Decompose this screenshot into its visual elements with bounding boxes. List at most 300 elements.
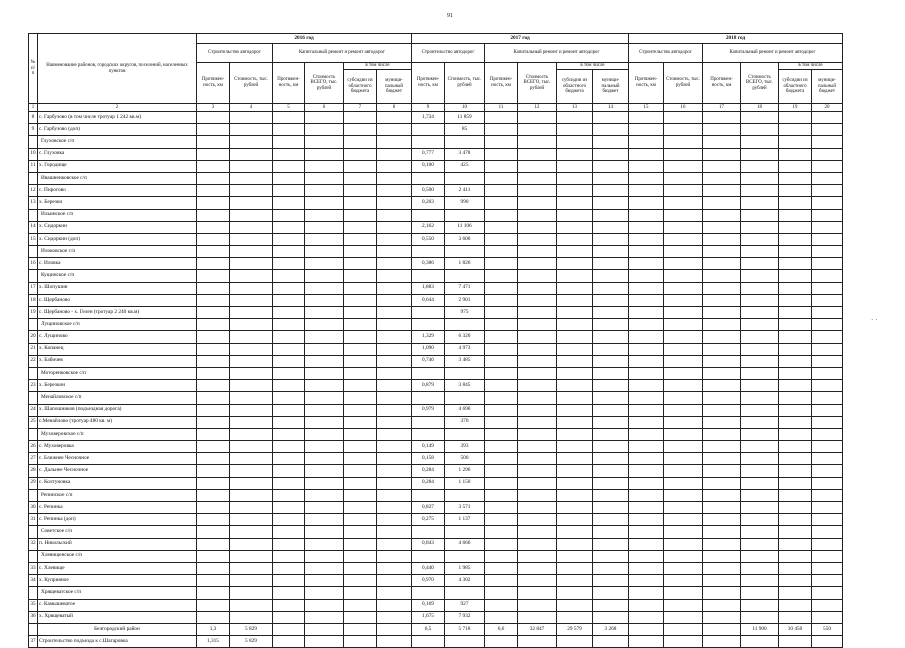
value-cell xyxy=(518,343,557,355)
value-cell xyxy=(377,172,412,184)
value-cell xyxy=(629,550,664,562)
value-cell: 1,734 xyxy=(412,112,445,124)
locality-name: с. Пирогово xyxy=(38,185,197,197)
value-cell xyxy=(812,416,843,428)
table-row xyxy=(29,599,843,611)
locality-name: с. Гарбузово (доп) xyxy=(38,124,197,136)
value-cell xyxy=(445,209,485,221)
value-cell xyxy=(812,441,843,453)
value-cell xyxy=(741,160,779,172)
value-cell xyxy=(557,380,593,392)
locality-name: с. Гарбузово (в том числе тротуар 1 242 кв.м) xyxy=(38,112,197,124)
value-cell xyxy=(629,185,664,197)
value-cell xyxy=(518,355,557,367)
value-cell xyxy=(412,392,445,404)
header-year-2016: 2016 год xyxy=(197,34,412,44)
value-cell xyxy=(273,233,305,245)
value-cell xyxy=(518,246,557,258)
value-cell xyxy=(485,331,518,343)
value-cell xyxy=(812,185,843,197)
value-cell xyxy=(273,477,305,489)
value-cell xyxy=(593,428,629,440)
value-cell xyxy=(273,416,305,428)
locality-name: х. Копанец xyxy=(38,343,197,355)
section-row xyxy=(29,209,843,221)
value-cell xyxy=(197,599,230,611)
value-cell xyxy=(518,502,557,514)
value-cell xyxy=(485,441,518,453)
value-cell xyxy=(629,148,664,160)
settlement-name: Менайловское с/п xyxy=(38,392,197,404)
value-cell xyxy=(664,221,703,233)
section-row xyxy=(29,136,843,148)
value-cell xyxy=(273,319,305,331)
value-cell xyxy=(664,331,703,343)
value-cell xyxy=(344,282,377,294)
value-cell: 500 xyxy=(445,453,485,465)
value-cell xyxy=(344,611,377,623)
value-cell: 6,5 xyxy=(412,623,445,635)
value-cell xyxy=(377,124,412,136)
value-cell xyxy=(812,550,843,562)
value-cell: 0,284 xyxy=(412,477,445,489)
column-number: 6 xyxy=(305,104,344,112)
value-cell xyxy=(703,611,741,623)
header-repair-2018: Капитальный ремонт и ремонт автодорог xyxy=(703,44,843,63)
value-cell xyxy=(485,380,518,392)
value-cell xyxy=(445,136,485,148)
value-cell xyxy=(344,514,377,526)
locality-name: х. Шапошников (подъездная дорога) xyxy=(38,404,197,416)
value-cell xyxy=(741,319,779,331)
value-cell xyxy=(273,380,305,392)
value-cell xyxy=(230,270,273,282)
value-cell: 1 137 xyxy=(445,514,485,526)
value-cell xyxy=(593,550,629,562)
value-cell xyxy=(305,636,344,648)
settlement-name: Репинское с/п xyxy=(38,489,197,501)
row-number: 24 xyxy=(29,404,38,416)
row-number: 28 xyxy=(29,465,38,477)
value-cell xyxy=(557,160,593,172)
value-cell: 2 901 xyxy=(445,294,485,306)
value-cell xyxy=(779,270,812,282)
locality-name: х. Городище xyxy=(38,160,197,172)
value-cell xyxy=(593,575,629,587)
value-cell xyxy=(230,587,273,599)
value-cell xyxy=(703,392,741,404)
value-cell xyxy=(273,160,305,172)
table-row xyxy=(29,343,843,355)
value-cell xyxy=(779,294,812,306)
table-row xyxy=(29,611,843,623)
column-number: 17 xyxy=(703,104,741,112)
value-cell xyxy=(779,611,812,623)
value-cell xyxy=(779,343,812,355)
value-cell xyxy=(593,465,629,477)
value-cell xyxy=(197,526,230,538)
value-cell xyxy=(593,197,629,209)
column-number: 13 xyxy=(557,104,593,112)
value-cell xyxy=(197,197,230,209)
table-row xyxy=(29,636,843,648)
value-cell xyxy=(377,307,412,319)
value-cell xyxy=(230,465,273,477)
value-cell xyxy=(344,465,377,477)
value-cell xyxy=(741,331,779,343)
header-no: № п/п xyxy=(29,34,38,104)
value-cell xyxy=(485,465,518,477)
value-cell xyxy=(485,636,518,648)
value-cell xyxy=(377,477,412,489)
locality-name: Белгородский район xyxy=(38,623,197,635)
column-number: 8 xyxy=(377,104,412,112)
value-cell xyxy=(703,575,741,587)
value-cell: 0,746 xyxy=(412,355,445,367)
value-cell xyxy=(812,380,843,392)
value-cell xyxy=(377,221,412,233)
value-cell xyxy=(629,514,664,526)
value-cell xyxy=(779,575,812,587)
value-cell xyxy=(557,392,593,404)
value-cell xyxy=(779,124,812,136)
value-cell xyxy=(273,489,305,501)
value-cell xyxy=(629,294,664,306)
value-cell xyxy=(703,136,741,148)
value-cell xyxy=(741,477,779,489)
value-cell xyxy=(593,392,629,404)
value-cell xyxy=(812,160,843,172)
value-cell xyxy=(593,514,629,526)
value-cell xyxy=(197,160,230,172)
value-cell xyxy=(741,416,779,428)
value-cell xyxy=(485,502,518,514)
value-cell xyxy=(557,465,593,477)
value-cell xyxy=(557,124,593,136)
value-cell xyxy=(703,636,741,648)
value-cell xyxy=(741,270,779,282)
value-cell xyxy=(812,246,843,258)
value-cell xyxy=(664,124,703,136)
value-cell: 0,777 xyxy=(412,148,445,160)
value-cell xyxy=(664,599,703,611)
value-cell xyxy=(779,197,812,209)
value-cell xyxy=(629,562,664,574)
value-cell xyxy=(197,611,230,623)
value-cell xyxy=(197,404,230,416)
table-row xyxy=(29,148,843,160)
value-cell xyxy=(629,172,664,184)
value-cell xyxy=(664,209,703,221)
value-cell xyxy=(197,221,230,233)
value-cell xyxy=(812,148,843,160)
value-cell xyxy=(197,538,230,550)
value-cell xyxy=(664,550,703,562)
settlement-name: Ивашненковское с/п xyxy=(38,172,197,184)
value-cell xyxy=(557,270,593,282)
value-cell xyxy=(664,441,703,453)
value-cell xyxy=(485,185,518,197)
value-cell xyxy=(629,197,664,209)
value-cell xyxy=(664,136,703,148)
value-cell xyxy=(377,319,412,331)
value-cell xyxy=(377,550,412,562)
header-construction-2016: Строительство автодорог xyxy=(197,44,273,63)
value-cell xyxy=(273,172,305,184)
value-cell xyxy=(703,331,741,343)
value-cell: 370 xyxy=(445,416,485,428)
table-row xyxy=(29,404,843,416)
header-cost-total: Стоимость ВСЕГО, тыс. рублей xyxy=(741,63,779,104)
table-row xyxy=(29,562,843,574)
value-cell xyxy=(273,623,305,635)
value-cell xyxy=(344,258,377,270)
value-cell xyxy=(344,160,377,172)
value-cell xyxy=(230,221,273,233)
value-cell: 0,879 xyxy=(412,380,445,392)
value-cell xyxy=(344,599,377,611)
value-cell xyxy=(741,587,779,599)
value-cell xyxy=(518,575,557,587)
value-cell xyxy=(518,172,557,184)
value-cell xyxy=(230,136,273,148)
header-length: Протяжен-ность, км xyxy=(703,63,741,104)
value-cell xyxy=(485,197,518,209)
value-cell xyxy=(703,441,741,453)
section-row xyxy=(29,246,843,258)
value-cell xyxy=(485,587,518,599)
value-cell xyxy=(518,404,557,416)
value-cell xyxy=(629,611,664,623)
value-cell xyxy=(593,185,629,197)
value-cell xyxy=(812,526,843,538)
value-cell xyxy=(593,477,629,489)
value-cell xyxy=(629,575,664,587)
value-cell xyxy=(377,270,412,282)
value-cell xyxy=(812,367,843,379)
value-cell xyxy=(305,562,344,574)
row-number xyxy=(29,526,38,538)
value-cell xyxy=(445,636,485,648)
header-cost: Стоимость, тыс. рублей xyxy=(664,63,703,104)
value-cell xyxy=(557,112,593,124)
value-cell xyxy=(518,453,557,465)
row-number xyxy=(29,172,38,184)
value-cell: 29 579 xyxy=(557,623,593,635)
value-cell xyxy=(664,246,703,258)
value-cell xyxy=(812,307,843,319)
header-construction-2018: Строительство автодорог xyxy=(629,44,703,63)
column-number: 18 xyxy=(741,104,779,112)
value-cell: 3 268 xyxy=(593,623,629,635)
value-cell xyxy=(518,270,557,282)
row-number xyxy=(29,587,38,599)
settlement-name: Лущиновское с/п xyxy=(38,319,197,331)
value-cell xyxy=(305,112,344,124)
value-cell xyxy=(230,538,273,550)
value-cell xyxy=(741,611,779,623)
value-cell xyxy=(377,246,412,258)
value-cell xyxy=(593,636,629,648)
section-row xyxy=(29,270,843,282)
value-cell xyxy=(664,404,703,416)
row-number: 14 xyxy=(29,221,38,233)
value-cell: 393 xyxy=(445,441,485,453)
value-cell xyxy=(197,148,230,160)
value-cell xyxy=(344,636,377,648)
value-cell xyxy=(812,124,843,136)
value-cell xyxy=(779,636,812,648)
value-cell xyxy=(741,209,779,221)
value-cell xyxy=(593,355,629,367)
value-cell xyxy=(485,599,518,611)
value-cell: 6,6 xyxy=(485,623,518,635)
value-cell xyxy=(593,246,629,258)
value-cell xyxy=(344,148,377,160)
value-cell xyxy=(629,599,664,611)
value-cell xyxy=(230,526,273,538)
value-cell xyxy=(703,124,741,136)
value-cell xyxy=(779,380,812,392)
row-number xyxy=(29,136,38,148)
value-cell: 0,386 xyxy=(412,258,445,270)
value-cell xyxy=(344,587,377,599)
value-cell xyxy=(197,514,230,526)
header-cost-total: Стоимость ВСЕГО, тыс. рублей xyxy=(305,63,344,104)
value-cell xyxy=(377,538,412,550)
value-cell xyxy=(703,197,741,209)
value-cell xyxy=(377,611,412,623)
row-number: 12 xyxy=(29,185,38,197)
column-number: 16 xyxy=(664,104,703,112)
value-cell xyxy=(664,526,703,538)
locality-name: с. Глуховка xyxy=(38,148,197,160)
value-cell: 0,284 xyxy=(412,465,445,477)
locality-name: х. Бабичев xyxy=(38,355,197,367)
value-cell xyxy=(593,453,629,465)
value-cell xyxy=(344,197,377,209)
value-cell: 550 xyxy=(812,623,843,635)
value-cell xyxy=(664,489,703,501)
value-cell xyxy=(557,221,593,233)
value-cell: 11 859 xyxy=(445,112,485,124)
value-cell xyxy=(344,233,377,245)
value-cell xyxy=(593,489,629,501)
value-cell: 1 150 xyxy=(445,477,485,489)
column-number: 4 xyxy=(230,104,273,112)
row-number: 15 xyxy=(29,233,38,245)
value-cell xyxy=(664,367,703,379)
value-cell xyxy=(593,367,629,379)
value-cell xyxy=(779,477,812,489)
value-cell: 0,843 xyxy=(412,538,445,550)
table-row xyxy=(29,380,843,392)
locality-name: с. Репинка xyxy=(38,502,197,514)
value-cell xyxy=(593,172,629,184)
value-cell xyxy=(779,307,812,319)
value-cell xyxy=(664,514,703,526)
value-cell: 1,090 xyxy=(412,343,445,355)
value-cell xyxy=(518,136,557,148)
value-cell xyxy=(664,282,703,294)
section-row xyxy=(29,367,843,379)
value-cell xyxy=(629,209,664,221)
column-numbers-row xyxy=(29,104,843,112)
value-cell xyxy=(557,514,593,526)
header-repair-2016: Капитальный ремонт и ремонт автодорог xyxy=(273,44,412,63)
value-cell xyxy=(445,367,485,379)
value-cell xyxy=(305,502,344,514)
locality-name: х. Хрящеватый xyxy=(38,611,197,623)
value-cell xyxy=(779,221,812,233)
road-works-table xyxy=(28,33,843,648)
row-number: 31 xyxy=(29,514,38,526)
value-cell xyxy=(703,209,741,221)
value-cell xyxy=(344,331,377,343)
settlement-name: Советское с/п xyxy=(38,526,197,538)
row-number: 13 xyxy=(29,197,38,209)
value-cell xyxy=(779,489,812,501)
value-cell xyxy=(230,453,273,465)
value-cell xyxy=(412,136,445,148)
value-cell xyxy=(629,343,664,355)
district-total-row xyxy=(29,623,843,635)
value-cell xyxy=(557,172,593,184)
value-cell xyxy=(377,514,412,526)
table-row xyxy=(29,441,843,453)
value-cell xyxy=(305,172,344,184)
value-cell xyxy=(377,233,412,245)
value-cell xyxy=(703,550,741,562)
value-cell xyxy=(741,526,779,538)
value-cell xyxy=(557,294,593,306)
value-cell xyxy=(377,355,412,367)
value-cell: 3 606 xyxy=(445,233,485,245)
value-cell xyxy=(377,587,412,599)
header-construction-2017: Строительство автодорог xyxy=(412,44,485,63)
value-cell xyxy=(305,441,344,453)
value-cell xyxy=(593,233,629,245)
value-cell xyxy=(305,136,344,148)
value-cell xyxy=(664,428,703,440)
value-cell: 0,979 xyxy=(412,404,445,416)
value-cell: 10 450 xyxy=(779,623,812,635)
value-cell xyxy=(518,294,557,306)
value-cell xyxy=(629,453,664,465)
value-cell xyxy=(812,453,843,465)
value-cell xyxy=(377,197,412,209)
value-cell xyxy=(445,489,485,501)
value-cell xyxy=(305,575,344,587)
settlement-name: Моторенковское с/п xyxy=(38,367,197,379)
value-cell xyxy=(273,404,305,416)
value-cell xyxy=(518,477,557,489)
value-cell xyxy=(812,270,843,282)
value-cell xyxy=(664,197,703,209)
value-cell xyxy=(377,294,412,306)
value-cell xyxy=(344,209,377,221)
value-cell xyxy=(557,319,593,331)
value-cell xyxy=(741,489,779,501)
value-cell xyxy=(273,453,305,465)
value-cell xyxy=(629,319,664,331)
value-cell xyxy=(518,209,557,221)
value-cell xyxy=(779,355,812,367)
value-cell xyxy=(412,636,445,648)
value-cell xyxy=(377,136,412,148)
value-cell xyxy=(412,416,445,428)
value-cell xyxy=(703,172,741,184)
